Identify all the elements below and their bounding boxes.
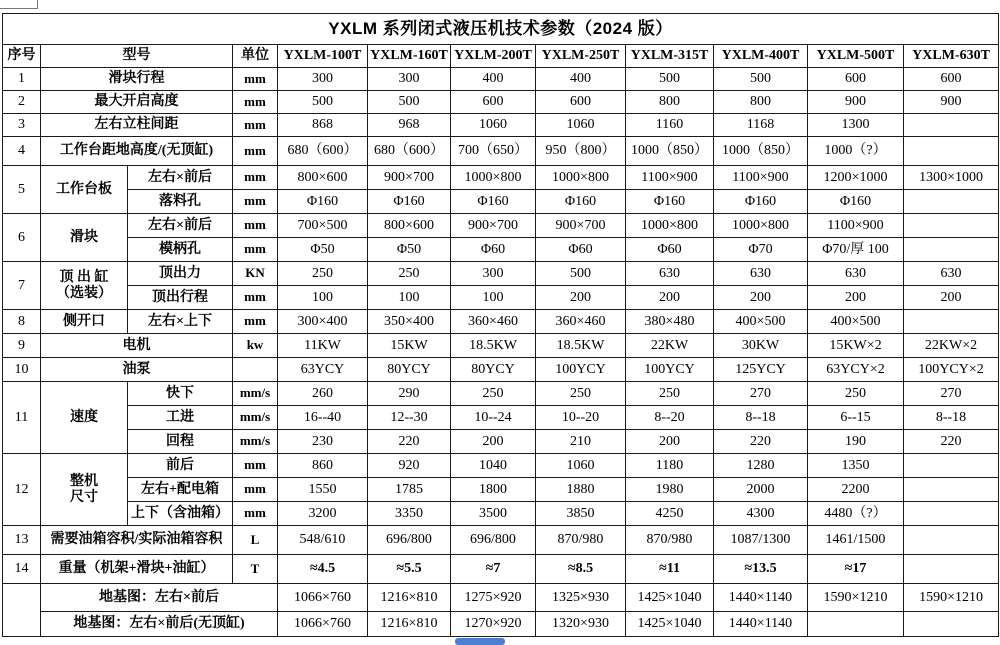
column-header: YXLM-250T bbox=[536, 45, 626, 68]
table-row bbox=[3, 430, 999, 454]
value-cell: 1880 bbox=[536, 478, 626, 502]
unit-cell: mm bbox=[233, 238, 278, 262]
row-label: 工作台板 bbox=[41, 166, 128, 214]
value-cell: 220 bbox=[904, 430, 999, 454]
table-row bbox=[3, 478, 999, 502]
column-header: YXLM-500T bbox=[808, 45, 904, 68]
value-cell bbox=[904, 214, 999, 238]
value-cell: 220 bbox=[714, 430, 808, 454]
row-number: 8 bbox=[3, 310, 41, 334]
table-row bbox=[3, 526, 999, 555]
row-number: 5 bbox=[3, 166, 41, 214]
value-cell: 1461/1500 bbox=[808, 526, 904, 555]
column-header: 单位 bbox=[233, 45, 278, 68]
row-number bbox=[3, 584, 41, 637]
value-cell: 1087/1300 bbox=[714, 526, 808, 555]
value-cell: ≈5.5 bbox=[368, 555, 451, 584]
value-cell bbox=[904, 238, 999, 262]
value-cell: 1180 bbox=[626, 454, 714, 478]
value-cell: Φ160 bbox=[451, 190, 536, 214]
row-number: 13 bbox=[3, 526, 41, 555]
table-row bbox=[3, 214, 999, 238]
value-cell: Φ160 bbox=[278, 190, 368, 214]
unit-cell: mm bbox=[233, 166, 278, 190]
value-cell: 1040 bbox=[451, 454, 536, 478]
value-cell: 2200 bbox=[808, 478, 904, 502]
value-cell: 1000×800 bbox=[536, 166, 626, 190]
value-cell: 250 bbox=[626, 382, 714, 406]
value-cell: 200 bbox=[808, 286, 904, 310]
value-cell bbox=[904, 454, 999, 478]
value-cell: 200 bbox=[714, 286, 808, 310]
column-header: YXLM-100T bbox=[278, 45, 368, 68]
value-cell: 270 bbox=[904, 382, 999, 406]
value-cell: Φ60 bbox=[536, 238, 626, 262]
unit-cell: mm bbox=[233, 310, 278, 334]
value-cell: 11KW bbox=[278, 334, 368, 358]
value-cell: 360×460 bbox=[451, 310, 536, 334]
row-number: 11 bbox=[3, 382, 41, 454]
value-cell: 2000 bbox=[714, 478, 808, 502]
unit-cell: mm/s bbox=[233, 406, 278, 430]
row-sublabel: 快下 bbox=[128, 382, 233, 406]
value-cell: 4480（?） bbox=[808, 502, 904, 526]
row-sublabel: 顶出行程 bbox=[128, 286, 233, 310]
value-cell bbox=[904, 137, 999, 166]
table-row bbox=[3, 358, 999, 382]
value-cell: 600 bbox=[451, 91, 536, 114]
value-cell: 600 bbox=[808, 68, 904, 91]
value-cell: 900×700 bbox=[536, 214, 626, 238]
table-row bbox=[3, 334, 999, 358]
table-row bbox=[3, 68, 999, 91]
value-cell: 1280 bbox=[714, 454, 808, 478]
unit-cell: mm bbox=[233, 137, 278, 166]
row-label: 地基图：左右×前后 bbox=[41, 584, 278, 612]
value-cell: 1216×810 bbox=[368, 612, 451, 637]
value-cell: 260 bbox=[278, 382, 368, 406]
value-cell: ≈11 bbox=[626, 555, 714, 584]
unit-cell: mm/s bbox=[233, 382, 278, 406]
row-label: 工作台距地高度/(无顶缸) bbox=[41, 137, 233, 166]
unit-cell: kw bbox=[233, 334, 278, 358]
value-cell: 680（600） bbox=[278, 137, 368, 166]
row-number: 14 bbox=[3, 555, 41, 584]
value-cell: ≈17 bbox=[808, 555, 904, 584]
row-number: 6 bbox=[3, 214, 41, 262]
value-cell: 220 bbox=[368, 430, 451, 454]
value-cell: 900 bbox=[808, 91, 904, 114]
value-cell: 1000（?） bbox=[808, 137, 904, 166]
value-cell: 1060 bbox=[536, 454, 626, 478]
value-cell: 200 bbox=[626, 430, 714, 454]
row-number: 3 bbox=[3, 114, 41, 137]
table-row bbox=[3, 190, 999, 214]
row-sublabel: 顶出力 bbox=[128, 262, 233, 286]
value-cell: 400×500 bbox=[808, 310, 904, 334]
value-cell: 1300 bbox=[808, 114, 904, 137]
row-label: 速度 bbox=[41, 382, 128, 454]
value-cell: ≈8.5 bbox=[536, 555, 626, 584]
value-cell: 1216×810 bbox=[368, 584, 451, 612]
value-cell: 18.5KW bbox=[451, 334, 536, 358]
value-cell: 1000（850） bbox=[626, 137, 714, 166]
table-row bbox=[3, 166, 999, 190]
value-cell: 1200×1000 bbox=[808, 166, 904, 190]
value-cell: 920 bbox=[368, 454, 451, 478]
value-cell: 1425×1040 bbox=[626, 584, 714, 612]
value-cell: 400×500 bbox=[714, 310, 808, 334]
row-sublabel: 左右+配电箱 bbox=[128, 478, 233, 502]
value-cell: 900 bbox=[904, 91, 999, 114]
value-cell: 1800 bbox=[451, 478, 536, 502]
value-cell: 870/980 bbox=[536, 526, 626, 555]
unit-cell: L bbox=[233, 526, 278, 555]
value-cell: 630 bbox=[904, 262, 999, 286]
value-cell: 630 bbox=[714, 262, 808, 286]
value-cell: 300 bbox=[368, 68, 451, 91]
value-cell: 870/980 bbox=[626, 526, 714, 555]
unit-cell: mm/s bbox=[233, 430, 278, 454]
value-cell: 350×400 bbox=[368, 310, 451, 334]
value-cell: 100YCY bbox=[626, 358, 714, 382]
row-label: 左右立柱间距 bbox=[41, 114, 233, 137]
value-cell: 8--20 bbox=[626, 406, 714, 430]
value-cell: 100 bbox=[278, 286, 368, 310]
value-cell: ≈7 bbox=[451, 555, 536, 584]
value-cell: 230 bbox=[278, 430, 368, 454]
value-cell: 200 bbox=[536, 286, 626, 310]
value-cell: 1300×1000 bbox=[904, 166, 999, 190]
table-row bbox=[3, 45, 999, 68]
value-cell: 200 bbox=[451, 430, 536, 454]
value-cell: 800×600 bbox=[278, 166, 368, 190]
unit-cell: KN bbox=[233, 262, 278, 286]
value-cell: 950（800） bbox=[536, 137, 626, 166]
table-row bbox=[3, 382, 999, 406]
row-label: 侧开口 bbox=[41, 310, 128, 334]
value-cell bbox=[904, 502, 999, 526]
value-cell: 250 bbox=[368, 262, 451, 286]
value-cell: 1000×800 bbox=[714, 214, 808, 238]
value-cell bbox=[904, 612, 999, 637]
row-label: 顶 出 缸 （选装） bbox=[41, 262, 128, 310]
value-cell: 3500 bbox=[451, 502, 536, 526]
table-row bbox=[3, 14, 999, 45]
value-cell: 630 bbox=[808, 262, 904, 286]
row-number: 2 bbox=[3, 91, 41, 114]
value-cell: 860 bbox=[278, 454, 368, 478]
value-cell: 30KW bbox=[714, 334, 808, 358]
value-cell: 300×400 bbox=[278, 310, 368, 334]
row-number: 4 bbox=[3, 137, 41, 166]
table-row bbox=[3, 310, 999, 334]
value-cell: 360×460 bbox=[536, 310, 626, 334]
value-cell: 250 bbox=[278, 262, 368, 286]
unit-cell: T bbox=[233, 555, 278, 584]
value-cell: 1320×930 bbox=[536, 612, 626, 637]
value-cell: 1100×900 bbox=[808, 214, 904, 238]
horizontal-scrollbar-thumb[interactable] bbox=[455, 638, 505, 645]
value-cell: 500 bbox=[714, 68, 808, 91]
value-cell: 696/800 bbox=[368, 526, 451, 555]
value-cell: 1275×920 bbox=[451, 584, 536, 612]
grid-line bbox=[0, 8, 38, 9]
value-cell: 1550 bbox=[278, 478, 368, 502]
value-cell: 1000×800 bbox=[626, 214, 714, 238]
value-cell: 1350 bbox=[808, 454, 904, 478]
value-cell: 100 bbox=[368, 286, 451, 310]
value-cell: 6--15 bbox=[808, 406, 904, 430]
table-row bbox=[3, 262, 999, 286]
value-cell: 15KW×2 bbox=[808, 334, 904, 358]
row-sublabel: 左右×前后 bbox=[128, 166, 233, 190]
value-cell bbox=[904, 310, 999, 334]
value-cell: 1168 bbox=[714, 114, 808, 137]
row-label: 电机 bbox=[41, 334, 233, 358]
value-cell: 1440×1140 bbox=[714, 584, 808, 612]
value-cell bbox=[808, 612, 904, 637]
row-label: 整机 尺寸 bbox=[41, 454, 128, 526]
value-cell: Φ60 bbox=[451, 238, 536, 262]
value-cell: 250 bbox=[808, 382, 904, 406]
value-cell: 1000（850） bbox=[714, 137, 808, 166]
value-cell: 300 bbox=[451, 262, 536, 286]
value-cell: 10--24 bbox=[451, 406, 536, 430]
value-cell: 1060 bbox=[536, 114, 626, 137]
value-cell: 400 bbox=[536, 68, 626, 91]
value-cell: 900×700 bbox=[368, 166, 451, 190]
row-label: 最大开启高度 bbox=[41, 91, 233, 114]
value-cell: 500 bbox=[536, 262, 626, 286]
value-cell: 12--30 bbox=[368, 406, 451, 430]
row-label: 滑块 bbox=[41, 214, 128, 262]
row-sublabel: 模柄孔 bbox=[128, 238, 233, 262]
value-cell: 400 bbox=[451, 68, 536, 91]
value-cell bbox=[904, 555, 999, 584]
value-cell: 500 bbox=[368, 91, 451, 114]
value-cell: 300 bbox=[278, 68, 368, 91]
value-cell: 968 bbox=[368, 114, 451, 137]
value-cell: 1785 bbox=[368, 478, 451, 502]
row-sublabel: 落料孔 bbox=[128, 190, 233, 214]
row-label: 油泵 bbox=[41, 358, 233, 382]
value-cell: 22KW×2 bbox=[904, 334, 999, 358]
value-cell: 1425×1040 bbox=[626, 612, 714, 637]
value-cell: 500 bbox=[626, 68, 714, 91]
spec-table bbox=[2, 13, 999, 637]
value-cell bbox=[904, 114, 999, 137]
row-number: 7 bbox=[3, 262, 41, 310]
column-header: YXLM-400T bbox=[714, 45, 808, 68]
table-row bbox=[3, 137, 999, 166]
value-cell: Φ70 bbox=[714, 238, 808, 262]
value-cell: 8--18 bbox=[904, 406, 999, 430]
value-cell: Φ160 bbox=[626, 190, 714, 214]
value-cell bbox=[904, 478, 999, 502]
value-cell: 3200 bbox=[278, 502, 368, 526]
value-cell: 210 bbox=[536, 430, 626, 454]
value-cell: 63YCY×2 bbox=[808, 358, 904, 382]
row-label: 需要油箱容积/实际油箱容积 bbox=[41, 526, 233, 555]
column-header: 序号 bbox=[3, 45, 41, 68]
value-cell: 1100×900 bbox=[714, 166, 808, 190]
value-cell: 1066×760 bbox=[278, 584, 368, 612]
value-cell: 868 bbox=[278, 114, 368, 137]
value-cell: 1066×760 bbox=[278, 612, 368, 637]
table-row bbox=[3, 286, 999, 310]
value-cell: 200 bbox=[626, 286, 714, 310]
value-cell: 800 bbox=[714, 91, 808, 114]
value-cell: 500 bbox=[278, 91, 368, 114]
value-cell: Φ160 bbox=[368, 190, 451, 214]
row-label: 重量（机架+滑块+油缸） bbox=[41, 555, 233, 584]
column-header: YXLM-200T bbox=[451, 45, 536, 68]
row-sublabel: 左右×前后 bbox=[128, 214, 233, 238]
value-cell: 1440×1140 bbox=[714, 612, 808, 637]
value-cell: 548/610 bbox=[278, 526, 368, 555]
unit-cell: mm bbox=[233, 454, 278, 478]
value-cell: 1590×1210 bbox=[904, 584, 999, 612]
spec-sheet bbox=[2, 13, 999, 637]
row-sublabel: 工进 bbox=[128, 406, 233, 430]
column-header: YXLM-160T bbox=[368, 45, 451, 68]
value-cell: 8--18 bbox=[714, 406, 808, 430]
value-cell: 800 bbox=[626, 91, 714, 114]
row-sublabel: 上下（含油箱） bbox=[128, 502, 233, 526]
value-cell: 100YCY bbox=[536, 358, 626, 382]
column-header: 型号 bbox=[41, 45, 233, 68]
value-cell: 3350 bbox=[368, 502, 451, 526]
value-cell: Φ70/厚 100 bbox=[808, 238, 904, 262]
value-cell: 15KW bbox=[368, 334, 451, 358]
value-cell: 190 bbox=[808, 430, 904, 454]
value-cell: 80YCY bbox=[451, 358, 536, 382]
row-sublabel: 前后 bbox=[128, 454, 233, 478]
table-row bbox=[3, 502, 999, 526]
value-cell: 250 bbox=[451, 382, 536, 406]
value-cell: Φ50 bbox=[278, 238, 368, 262]
value-cell: 80YCY bbox=[368, 358, 451, 382]
value-cell: 63YCY bbox=[278, 358, 368, 382]
unit-cell: mm bbox=[233, 114, 278, 137]
value-cell: 1060 bbox=[451, 114, 536, 137]
unit-cell bbox=[233, 358, 278, 382]
value-cell: ≈13.5 bbox=[714, 555, 808, 584]
value-cell: 1980 bbox=[626, 478, 714, 502]
value-cell: 250 bbox=[536, 382, 626, 406]
row-number: 10 bbox=[3, 358, 41, 382]
row-label: 滑块行程 bbox=[41, 68, 233, 91]
value-cell: Φ160 bbox=[536, 190, 626, 214]
value-cell: 900×700 bbox=[451, 214, 536, 238]
value-cell bbox=[904, 526, 999, 555]
value-cell: 600 bbox=[904, 68, 999, 91]
table-row bbox=[3, 114, 999, 137]
table-row bbox=[3, 91, 999, 114]
table-row bbox=[3, 555, 999, 584]
value-cell: 1270×920 bbox=[451, 612, 536, 637]
value-cell: 4300 bbox=[714, 502, 808, 526]
unit-cell: mm bbox=[233, 478, 278, 502]
value-cell: 696/800 bbox=[451, 526, 536, 555]
value-cell: 800×600 bbox=[368, 214, 451, 238]
value-cell: 10--20 bbox=[536, 406, 626, 430]
value-cell: 600 bbox=[536, 91, 626, 114]
value-cell: 1000×800 bbox=[451, 166, 536, 190]
value-cell: 1590×1210 bbox=[808, 584, 904, 612]
row-number: 12 bbox=[3, 454, 41, 526]
unit-cell: mm bbox=[233, 190, 278, 214]
row-number: 1 bbox=[3, 68, 41, 91]
value-cell: 16--40 bbox=[278, 406, 368, 430]
unit-cell: mm bbox=[233, 502, 278, 526]
table-row bbox=[3, 238, 999, 262]
value-cell: Φ160 bbox=[808, 190, 904, 214]
value-cell: Φ160 bbox=[714, 190, 808, 214]
value-cell: 125YCY bbox=[714, 358, 808, 382]
value-cell: 290 bbox=[368, 382, 451, 406]
table-row bbox=[3, 406, 999, 430]
unit-cell: mm bbox=[233, 214, 278, 238]
row-number: 9 bbox=[3, 334, 41, 358]
value-cell: 1160 bbox=[626, 114, 714, 137]
value-cell: 1100×900 bbox=[626, 166, 714, 190]
table-row bbox=[3, 584, 999, 612]
value-cell: 100 bbox=[451, 286, 536, 310]
table-row bbox=[3, 454, 999, 478]
value-cell: 630 bbox=[626, 262, 714, 286]
value-cell: Φ50 bbox=[368, 238, 451, 262]
value-cell: 18.5KW bbox=[536, 334, 626, 358]
value-cell: 4250 bbox=[626, 502, 714, 526]
unit-cell: mm bbox=[233, 68, 278, 91]
value-cell: Φ60 bbox=[626, 238, 714, 262]
value-cell bbox=[904, 190, 999, 214]
value-cell: 700×500 bbox=[278, 214, 368, 238]
value-cell: 700（650） bbox=[451, 137, 536, 166]
value-cell: 1325×930 bbox=[536, 584, 626, 612]
value-cell: 680（600） bbox=[368, 137, 451, 166]
row-label: 地基图：左右×前后(无顶缸) bbox=[41, 612, 278, 637]
row-sublabel: 左右×上下 bbox=[128, 310, 233, 334]
unit-cell: mm bbox=[233, 91, 278, 114]
column-header: YXLM-630T bbox=[904, 45, 999, 68]
value-cell: 3850 bbox=[536, 502, 626, 526]
table-row bbox=[3, 612, 999, 637]
value-cell: 380×480 bbox=[626, 310, 714, 334]
value-cell: 270 bbox=[714, 382, 808, 406]
value-cell: 22KW bbox=[626, 334, 714, 358]
value-cell: ≈4.5 bbox=[278, 555, 368, 584]
column-header: YXLM-315T bbox=[626, 45, 714, 68]
value-cell: 200 bbox=[904, 286, 999, 310]
row-sublabel: 回程 bbox=[128, 430, 233, 454]
unit-cell: mm bbox=[233, 286, 278, 310]
table-title: YXLM 系列闭式液压机技术参数（2024 版） bbox=[3, 14, 999, 45]
value-cell: 100YCY×2 bbox=[904, 358, 999, 382]
